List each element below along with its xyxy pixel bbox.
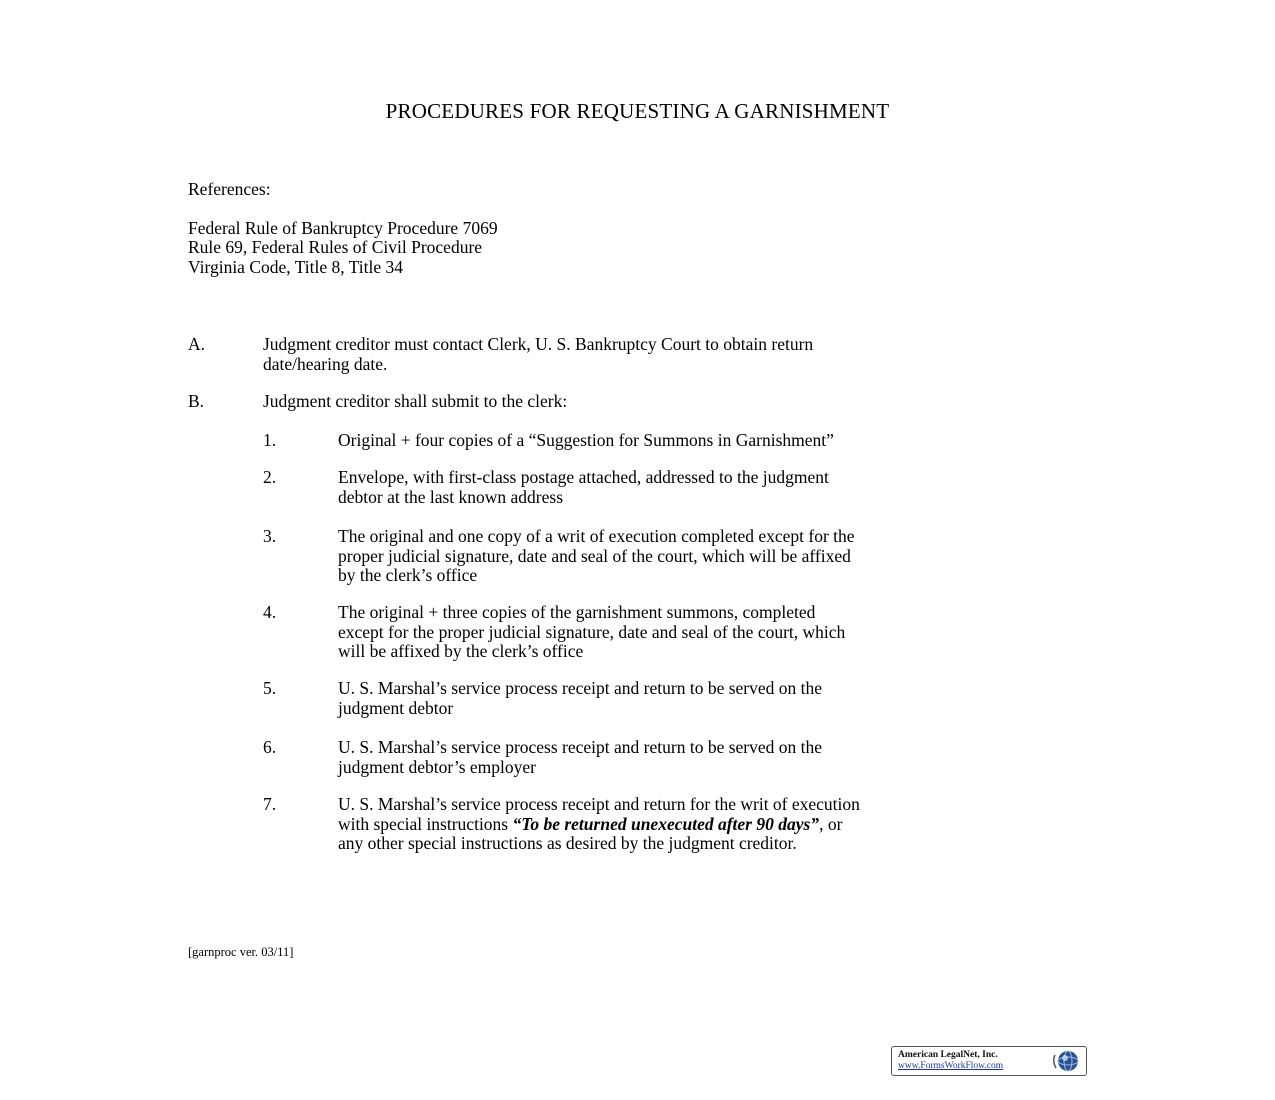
section-label: B. (188, 391, 205, 411)
item-text-segment: with special instructions (338, 813, 513, 834)
item-text-line: any other special instructions as desired by the judgment creditor. (338, 833, 797, 853)
special-instruction-emphasis: “To be returned unexecuted after 90 days” (512, 813, 820, 834)
section-text-line: Judgment creditor shall submit to the clerk: (263, 391, 568, 411)
reference-line: Virginia Code, Title 8, Title 34 (188, 256, 403, 277)
references-block (188, 180, 498, 277)
publisher-badge[interactable] (891, 1046, 1087, 1076)
item-text-line: The original and one copy of a writ of execution completed except for the (338, 526, 855, 546)
item-number: 7. (263, 794, 277, 814)
item-text-line: U. S. Marshal’s service process receipt and return to be served on the (338, 737, 823, 757)
reference-line: Rule 69, Federal Rules of Civil Procedure (188, 237, 483, 257)
publisher-link[interactable]: www.FormsWorkFlow.com (898, 1061, 1004, 1071)
item-text-line: will be affixed by the clerk’s office (338, 641, 584, 661)
item-text-line: proper judicial signature, date and seal of the court, which will be affixed (338, 545, 851, 566)
item-text-line: Original + four copies of a “Suggestion for Summons in Garnishment” (338, 430, 834, 450)
item-number: 3. (263, 526, 277, 546)
item-number: 4. (263, 602, 277, 622)
item-text-line: except for the proper judicial signature, date and seal of the court, which (338, 621, 846, 642)
item-text-line: U. S. Marshal’s service process receipt and return to be served on the (338, 678, 823, 698)
item-text-line: debtor at the last known address (338, 486, 564, 507)
item-text-line: judgment debtor (338, 697, 454, 718)
item-text-line: by the clerk’s office (338, 565, 478, 585)
item-text-segment: , or (819, 813, 843, 834)
item-number: 6. (263, 737, 277, 757)
item-text-line: The original + three copies of the garnishment summons, completed (338, 602, 816, 622)
section-text-line: date/hearing date. (263, 353, 388, 374)
item-text-line (338, 815, 1098, 835)
page-title: PROCEDURES FOR REQUESTING A GARNISHMENT (385, 99, 890, 123)
item-text-line: Envelope, with first-class postage attached, addressed to the judgment (338, 467, 829, 487)
globe-logo-icon (1049, 1049, 1083, 1073)
item-text-line: U. S. Marshal’s service process receipt and return for the writ of execution (338, 794, 860, 814)
references-heading: References: (188, 179, 271, 199)
section-label: A. (188, 334, 206, 354)
item-number: 5. (263, 678, 277, 698)
section-text-line: Judgment creditor must contact Clerk, U. S. Bankruptcy Court to obtain return (263, 334, 814, 354)
publisher-name: American LegalNet, Inc. (898, 1050, 998, 1060)
reference-line: Federal Rule of Bankruptcy Procedure 7069 (188, 217, 498, 238)
version-note: [garnproc ver. 03/11] (188, 945, 294, 959)
item-number: 2. (263, 467, 277, 487)
item-text-line: judgment debtor’s employer (338, 756, 536, 777)
item-number: 1. (263, 430, 277, 450)
